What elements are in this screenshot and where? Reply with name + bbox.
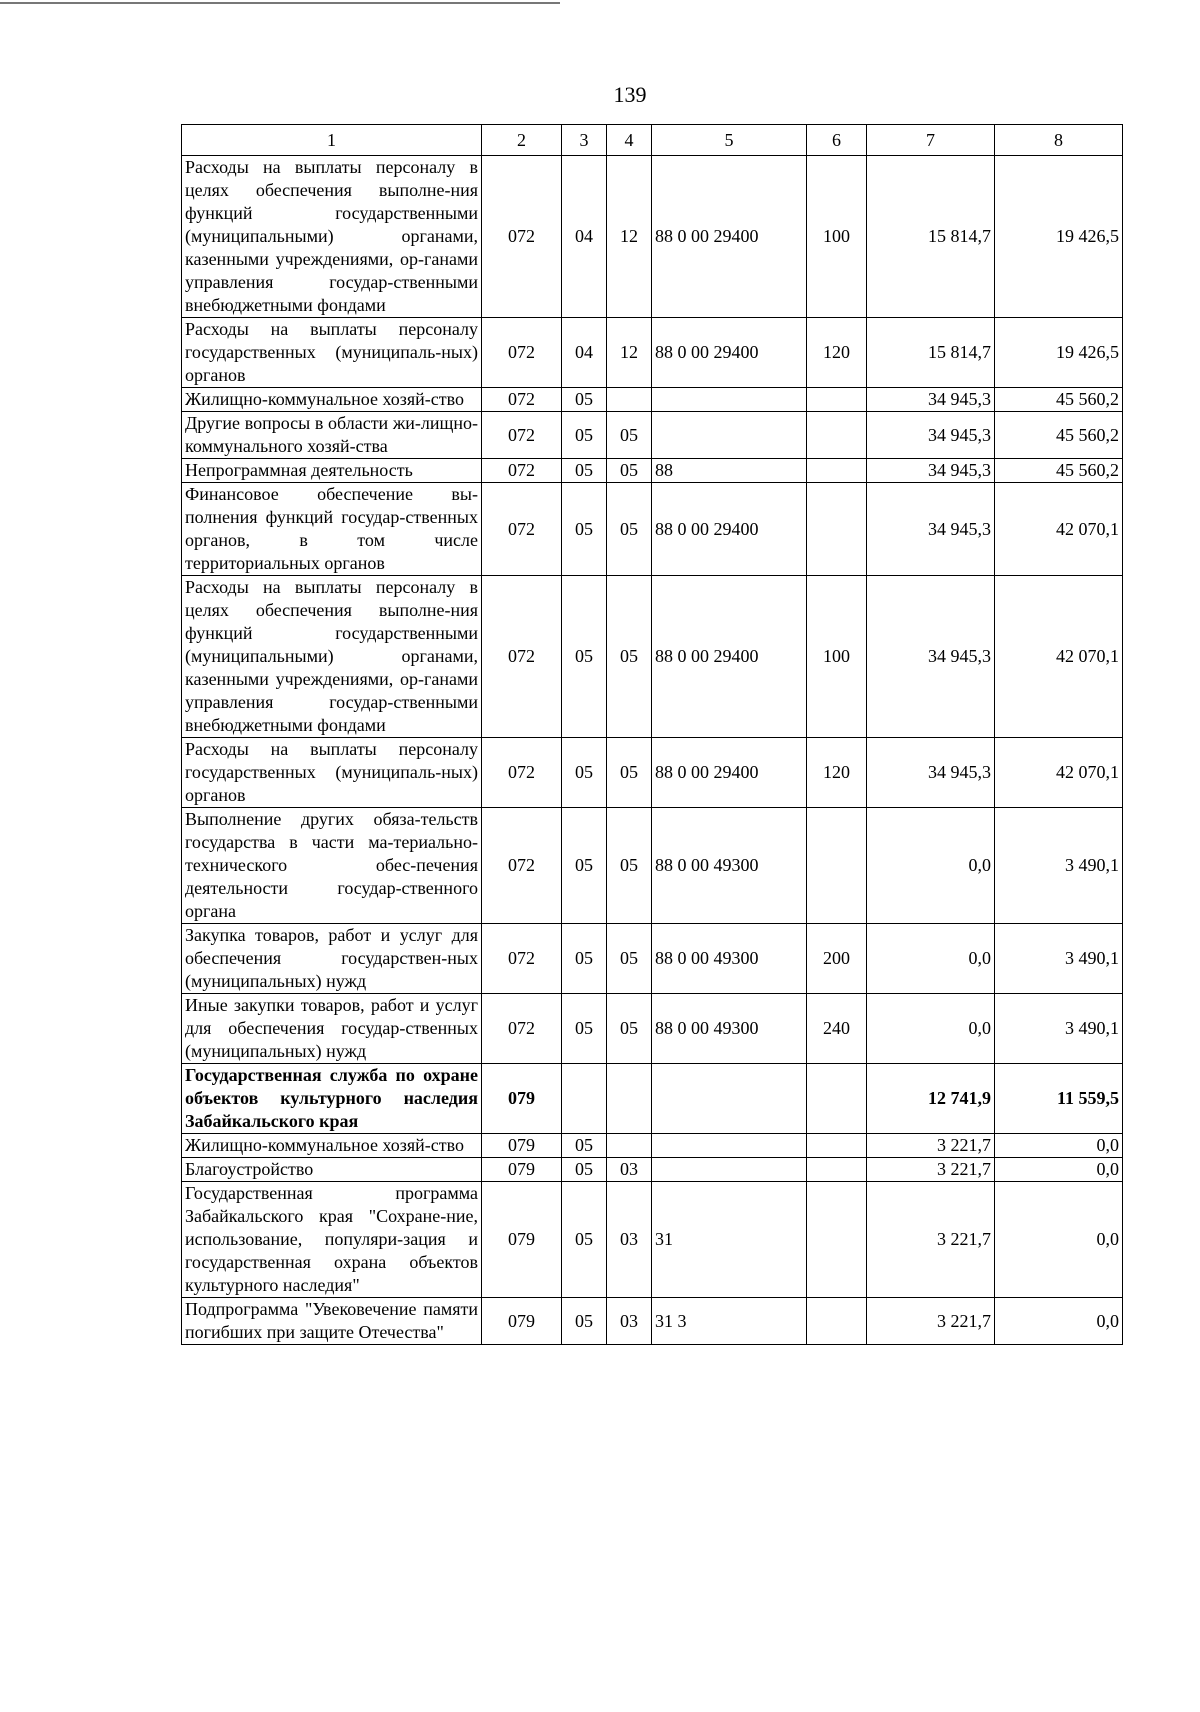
table-row: [182, 483, 1123, 576]
table-row: [182, 1158, 1123, 1182]
cell-name: Иные закупки товаров, работ и услуг для обеспечения государ-ственных (муниципальных) нужд: [182, 994, 482, 1064]
table-row: [182, 994, 1123, 1064]
cell-section: 05: [562, 388, 607, 412]
table-row: [182, 576, 1123, 738]
cell-admin-code: 072: [482, 318, 562, 388]
cell-amount-col8: 42 070,1: [995, 738, 1123, 808]
scan-top-edge-line: [0, 2, 560, 4]
cell-target-article: 88: [652, 459, 807, 483]
cell-amount-col7: 34 945,3: [867, 459, 995, 483]
header-col-8: 8: [995, 125, 1123, 156]
table-row: [182, 1134, 1123, 1158]
cell-amount-col8: 0,0: [995, 1158, 1123, 1182]
cell-section: 04: [562, 318, 607, 388]
cell-name: Расходы на выплаты персоналу государственных (муниципаль-ных) органов: [182, 738, 482, 808]
cell-expense-type: [807, 388, 867, 412]
cell-target-article: [652, 388, 807, 412]
cell-subsection: 12: [607, 156, 652, 318]
table-row: [182, 738, 1123, 808]
cell-expense-type: 100: [807, 576, 867, 738]
cell-target-article: 88 0 00 49300: [652, 924, 807, 994]
table-row: [182, 412, 1123, 459]
cell-admin-code: 072: [482, 994, 562, 1064]
cell-admin-code: 072: [482, 156, 562, 318]
header-col-5: 5: [652, 125, 807, 156]
cell-amount-col8: 0,0: [995, 1182, 1123, 1298]
cell-name: Расходы на выплаты персоналу в целях обеспечения выполне-ния функций государственными (муниципальными) органами, казенными учреждениями, ор-ганами управления государ-ственными внебюджетными фондами: [182, 156, 482, 318]
cell-admin-code: 079: [482, 1298, 562, 1345]
cell-subsection: 05: [607, 459, 652, 483]
cell-section: 05: [562, 576, 607, 738]
cell-subsection: 05: [607, 738, 652, 808]
cell-section: 05: [562, 483, 607, 576]
cell-subsection: 05: [607, 412, 652, 459]
cell-expense-type: [807, 483, 867, 576]
cell-amount-col8: 3 490,1: [995, 994, 1123, 1064]
cell-section: 05: [562, 459, 607, 483]
cell-amount-col7: 3 221,7: [867, 1134, 995, 1158]
cell-admin-code: 079: [482, 1064, 562, 1134]
cell-target-article: [652, 1064, 807, 1134]
cell-expense-type: 200: [807, 924, 867, 994]
cell-amount-col8: 0,0: [995, 1134, 1123, 1158]
cell-subsection: [607, 1134, 652, 1158]
cell-target-article: 88 0 00 49300: [652, 994, 807, 1064]
header-col-4: 4: [607, 125, 652, 156]
cell-section: 05: [562, 412, 607, 459]
cell-section: 05: [562, 1158, 607, 1182]
cell-admin-code: 072: [482, 459, 562, 483]
header-col-2: 2: [482, 125, 562, 156]
cell-amount-col7: 34 945,3: [867, 388, 995, 412]
table-row: [182, 1298, 1123, 1345]
cell-admin-code: 072: [482, 808, 562, 924]
cell-amount-col7: 3 221,7: [867, 1158, 995, 1182]
cell-expense-type: 240: [807, 994, 867, 1064]
cell-expense-type: 120: [807, 318, 867, 388]
table-body: [182, 156, 1123, 1345]
cell-section: 05: [562, 738, 607, 808]
cell-subsection: 05: [607, 924, 652, 994]
cell-expense-type: [807, 1158, 867, 1182]
cell-name: Закупка товаров, работ и услуг для обеспечения государствен-ных (муниципальных) нужд: [182, 924, 482, 994]
cell-subsection: [607, 388, 652, 412]
cell-expense-type: [807, 1134, 867, 1158]
table-row: [182, 1064, 1123, 1134]
table-row: [182, 388, 1123, 412]
table-row: [182, 156, 1123, 318]
cell-amount-col7: 0,0: [867, 808, 995, 924]
cell-expense-type: [807, 412, 867, 459]
cell-target-article: 88 0 00 29400: [652, 318, 807, 388]
cell-target-article: 31 3: [652, 1298, 807, 1345]
cell-target-article: [652, 412, 807, 459]
cell-name: Расходы на выплаты персоналу государственных (муниципаль-ных) органов: [182, 318, 482, 388]
cell-section: 04: [562, 156, 607, 318]
cell-section: 05: [562, 1182, 607, 1298]
cell-admin-code: 072: [482, 412, 562, 459]
cell-target-article: [652, 1134, 807, 1158]
cell-expense-type: [807, 1064, 867, 1134]
cell-section: 05: [562, 808, 607, 924]
cell-subsection: 05: [607, 576, 652, 738]
cell-amount-col8: 19 426,5: [995, 318, 1123, 388]
page-number: 139: [613, 82, 647, 107]
cell-admin-code: 072: [482, 924, 562, 994]
cell-target-article: 88 0 00 49300: [652, 808, 807, 924]
cell-amount-col8: 45 560,2: [995, 412, 1123, 459]
cell-name: Жилищно-коммунальное хозяй-ство: [182, 1134, 482, 1158]
cell-target-article: 88 0 00 29400: [652, 483, 807, 576]
cell-subsection: 03: [607, 1298, 652, 1345]
cell-name: Другие вопросы в области жи-лищно-коммунального хозяй-ства: [182, 412, 482, 459]
cell-target-article: 31: [652, 1182, 807, 1298]
cell-amount-col7: 15 814,7: [867, 156, 995, 318]
header-col-6: 6: [807, 125, 867, 156]
cell-subsection: [607, 1064, 652, 1134]
cell-section: 05: [562, 924, 607, 994]
cell-amount-col7: 34 945,3: [867, 738, 995, 808]
cell-amount-col7: 3 221,7: [867, 1182, 995, 1298]
cell-amount-col8: 19 426,5: [995, 156, 1123, 318]
cell-name: Государственная программа Забайкальского края "Сохране-ние, использование, популяри-зация и государственная охрана объектов культурного наследия": [182, 1182, 482, 1298]
header-col-3: 3: [562, 125, 607, 156]
cell-amount-col7: 3 221,7: [867, 1298, 995, 1345]
cell-amount-col8: 45 560,2: [995, 459, 1123, 483]
cell-amount-col8: 42 070,1: [995, 483, 1123, 576]
cell-expense-type: [807, 459, 867, 483]
cell-amount-col8: 3 490,1: [995, 808, 1123, 924]
cell-target-article: 88 0 00 29400: [652, 156, 807, 318]
cell-admin-code: 072: [482, 388, 562, 412]
cell-section: 05: [562, 994, 607, 1064]
table-row: [182, 459, 1123, 483]
cell-name: Подпрограмма "Увековечение памяти погибших при защите Отечества": [182, 1298, 482, 1345]
cell-admin-code: 072: [482, 576, 562, 738]
cell-name: Финансовое обеспечение вы-полнения функций государ-ственных органов, в том числе территориальных органов: [182, 483, 482, 576]
cell-name: Выполнение других обяза-тельств государства в части ма-териально-технического обес-печения деятельности государ-ственного органа: [182, 808, 482, 924]
cell-subsection: 05: [607, 994, 652, 1064]
cell-subsection: 03: [607, 1158, 652, 1182]
cell-expense-type: [807, 1298, 867, 1345]
cell-admin-code: 072: [482, 483, 562, 576]
table-row: [182, 1182, 1123, 1298]
cell-admin-code: 079: [482, 1134, 562, 1158]
cell-expense-type: [807, 808, 867, 924]
cell-subsection: 05: [607, 483, 652, 576]
cell-subsection: 12: [607, 318, 652, 388]
cell-section: 05: [562, 1134, 607, 1158]
table-row: [182, 808, 1123, 924]
cell-amount-col7: 0,0: [867, 994, 995, 1064]
table-row: [182, 318, 1123, 388]
cell-expense-type: [807, 1182, 867, 1298]
budget-table: [181, 124, 1123, 1345]
cell-target-article: 88 0 00 29400: [652, 738, 807, 808]
cell-amount-col8: 42 070,1: [995, 576, 1123, 738]
cell-admin-code: 072: [482, 738, 562, 808]
cell-amount-col7: 34 945,3: [867, 576, 995, 738]
cell-amount-col8: 45 560,2: [995, 388, 1123, 412]
cell-subsection: 05: [607, 808, 652, 924]
cell-subsection: 03: [607, 1182, 652, 1298]
header-col-1: 1: [182, 125, 482, 156]
header-col-7: 7: [867, 125, 995, 156]
cell-expense-type: 120: [807, 738, 867, 808]
cell-section: 05: [562, 1298, 607, 1345]
table-row: [182, 924, 1123, 994]
cell-amount-col7: 12 741,9: [867, 1064, 995, 1134]
cell-amount-col7: 15 814,7: [867, 318, 995, 388]
cell-amount-col7: 0,0: [867, 924, 995, 994]
cell-amount-col8: 3 490,1: [995, 924, 1123, 994]
cell-name: Непрограммная деятельность: [182, 459, 482, 483]
cell-amount-col7: 34 945,3: [867, 483, 995, 576]
cell-name: Благоустройство: [182, 1158, 482, 1182]
cell-section: [562, 1064, 607, 1134]
cell-amount-col7: 34 945,3: [867, 412, 995, 459]
table-header-row: [182, 125, 1123, 156]
cell-amount-col8: 0,0: [995, 1298, 1123, 1345]
cell-admin-code: 079: [482, 1158, 562, 1182]
cell-name: Расходы на выплаты персоналу в целях обеспечения выполне-ния функций государственными (муниципальными) органами, казенными учреждениями, ор-ганами управления государ-ственными внебюджетными фондами: [182, 576, 482, 738]
cell-name: Жилищно-коммунальное хозяй-ство: [182, 388, 482, 412]
cell-admin-code: 079: [482, 1182, 562, 1298]
cell-amount-col8: 11 559,5: [995, 1064, 1123, 1134]
cell-name: Государственная служба по охране объектов культурного наследия Забайкальского края: [182, 1064, 482, 1134]
cell-target-article: [652, 1158, 807, 1182]
cell-target-article: 88 0 00 29400: [652, 576, 807, 738]
cell-expense-type: 100: [807, 156, 867, 318]
